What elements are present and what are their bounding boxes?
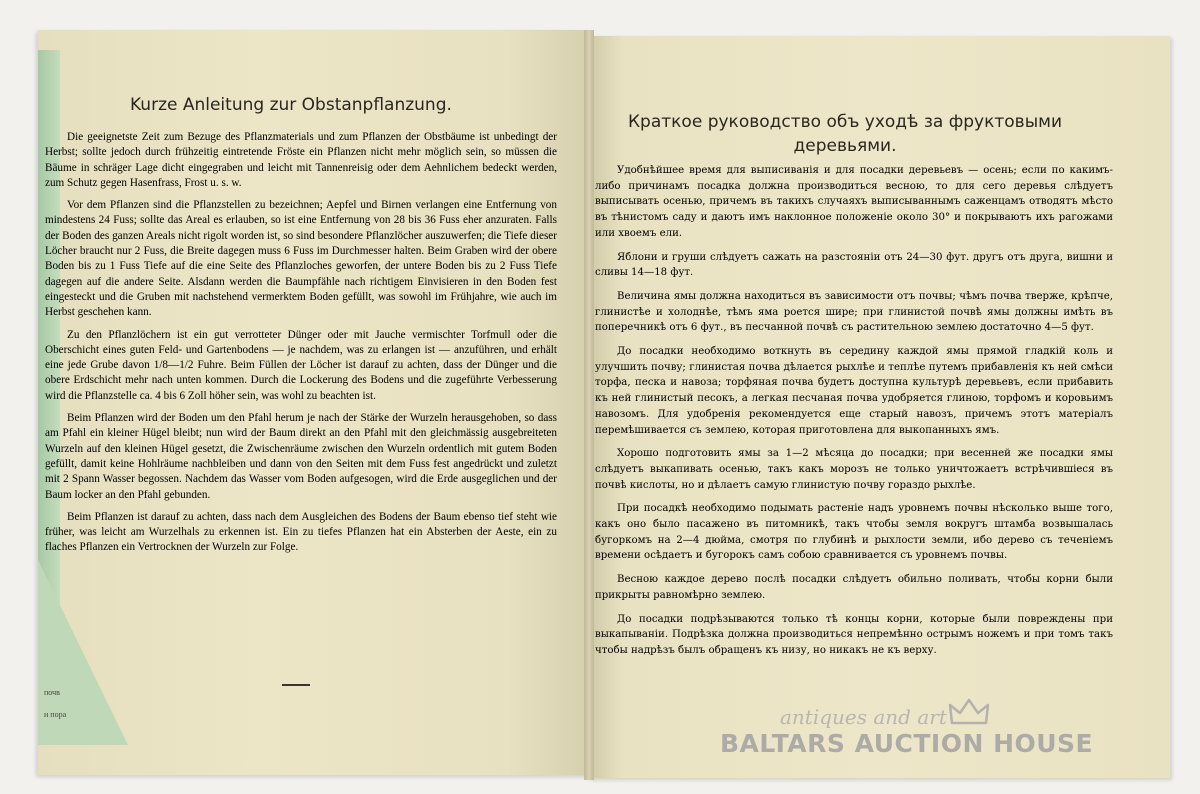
russian-paragraph: Хорошо подготовить ямы за 1—2 мѣсяца до посадки; при весенней же посадки ямы слѣдуетъ выкапивать осенью, такъ какъ морозъ не только уничтожаетъ встрѣчившіеся въ почвѣ кислоты, но и дѣлаетъ самую глинистую почву гораздо рыхлѣе. — [595, 448, 1113, 491]
watermark-tagline: antiques and art — [780, 705, 947, 729]
russian-paragraph: Удобнѣйшее время для выписиванія и для посадки деревьевъ — осень; если по какимъ-либо причинамъ посадка должна производиться весною, то для сего деревья слѣдуетъ выписывать осенью, причемъ въ такихъ случаяхъ выписываннымъ саженцамъ отводятъ мѣсто въ тѣнистомъ саду и даютъ имъ наклонное положеніе около 30° и покрываютъ ихъ рагожами или хвоемъ ели. — [595, 165, 1113, 239]
german-title: Kurze Anleitung zur Obstanpflanzung. — [130, 95, 452, 115]
german-paragraph: Beim Pflanzen ist darauf zu achten, dass nach dem Ausgleichen des Bodens der Baum ebenso tief steht wie früher, was leicht am Wurzelhals zu erkennen ist. Ein zu tiefes Pflanzen hat ein Absterben der Aeste, ein zu flaches Pflanzen ein Vertrocknen der Wurzeln zur Folge. — [45, 510, 557, 554]
crown-icon — [948, 697, 990, 729]
russian-paragraph: До посадки подрѣзываются только тѣ концы корни, которые были повреждены при выкапываніи. Подрѣзка должна производиться непремѣнно острымъ ножемъ и при томъ такъ чтобы надрѣзъ былъ обращенъ къ низу, но никакъ не къ верху. — [595, 613, 1113, 656]
russian-paragraph: При посадкѣ необходимо подымать растеніе надъ уровнемъ почвы нѣсколько выше того, какъ оно было пасажено въ питомникѣ, такъ чтобы земля вокругъ штамба возвышалась бугоркомъ на 2—4 дюйма, смотря по глубинѣ и рыхлости земли, ибо дерево съ теченіемъ времени осѣдаетъ и бугорокъ самъ собою сравнивается съ уровнемъ почвы. — [595, 503, 1113, 562]
russian-paragraph: Весною каждое дерево послѣ посадки слѣдуетъ обильно поливать, чтобы корни были прикрыты равномѣрно землею. — [595, 574, 1113, 601]
russian-paragraph: Величина ямы должна находиться въ зависимости отъ почвы; чѣмъ почва тверже, крѣпче, глинистѣе и холоднѣе, тѣмъ яма роется шире; при глинистой почвѣ ямы должны имѣть въ поперечникѣ отъ 6 фут., въ песчанной почвѣ съ растительною землею достаточно 4—5 фут. — [595, 290, 1113, 334]
german-paragraph: Die geeignetste Zeit zum Bezuge des Pflanzmaterials und zum Pflanzen der Obstbäume ist unbedingt der Herbst; sollte jedoch durch frühzeitig eintretende Fröste ein Pflanzen nicht mehr möglich sein, so müssen die Bäume in schräger Lage dicht eingegraben und leicht mit Tannenreisig oder dem Aehnlichem bedeckt werden, zum Schutz gegen Hasenfrass, Frost u. s. w. — [45, 131, 557, 189]
german-paragraph: Vor dem Pflanzen sind die Pflanzstellen zu bezeichnen; Aepfel und Birnen verlangen eine Entfernung von mindestens 24 Fuss; sollte das Areal es erlauben, so ist eine Entfernung von 28 bis 36 Fuss eher anzuraten. Falls der Boden des ganzen Areals nicht rigolt worden ist, so sind besondere Pflanzlöcher auszuwerfen; die Tiefe dieser Löcher braucht nur 2 Fuss, die Breite dagegen muss 6 Fuss im Durchmesser halten. Beim Graben wird der obere Boden bis zu 1 Fuss Tiefe auf die eine Seite des Pflanzloches geworfen, der untere Boden bis zu 2 Fuss Tiefe dagegen auf die andere Seite. Alsdann werden die Baumpfähle nach richtigem Einvisieren in den Boden fest eingesteckt und die Gruben mit nachstehend vermerktem Boden gefüllt, was sowohl im Frühjahre, wie auch im Herbst geschehen kann. — [45, 199, 557, 319]
watermark-brand: BALTARS AUCTION HOUSE — [720, 729, 1094, 758]
russian-paragraph: Яблони и груши слѣдуетъ сажать на разстояніи отъ 24—30 фут. другъ отъ друга, вишни и сливы 14—18 фут. — [595, 251, 1113, 279]
russian-body — [595, 163, 1113, 667]
german-body — [45, 130, 557, 563]
german-paragraph: Zu den Pflanzlöchern ist ein gut verrotteter Dünger oder mit Jauche vermischter Torfmull oder die Oberschicht eines guten Feld- und Gartenbodens — je nachdem, was zu erlangen ist — anzuführen, und erhält eine jede Grube davon 1/8—1/2 Fuhre. Beim Füllen der Löcher ist darauf zu achten, dass der Dünger und die obere Erdschicht mehr nach unten kommen. Durch die Lockerung des Bodens und die zugeführte Verbesserung wird die Pflanzstelle ca. 4 bis 6 Zoll höher sein, was wohl zu beachten ist. — [45, 328, 557, 402]
page-gutter — [584, 30, 594, 780]
russian-title: Краткое руководство объ уходѣ за фруктовыми деревьями. — [627, 112, 1062, 156]
edge-fragment: почв — [44, 688, 60, 697]
edge-fragment: и пора — [44, 710, 67, 719]
end-rule — [282, 684, 310, 686]
german-paragraph: Beim Pflanzen wird der Boden um den Pfahl herum je nach der Stärke der Wurzeln herausgehoben, so dass am Pfahl ein kleiner Hügel bleibt; nun wird der Baum direkt an den Pfahl mit den gleichmässig ausgebreiteten Wurzeln auf den kleinen Hügel gesetzt, die Zwischenräume zwischen den Wurzeln ordentlich mit gutem Boden gefüllt, damit keine Hohlräume nachbleiben und dann von den Seiten mit dem Fuss fest angedrückt und zuletzt mit 2 Spann Wasser begossen. Nachdem das Wasser vom Boden aufgesogen, wird die Erde ausgeglichen und der Baum locker an den Pfahl gebunden. — [45, 412, 557, 501]
russian-paragraph: До посадки необходимо воткнуть въ середину каждой ямы прямой гладкій коль и улучшить почву; глинистая почва дѣлается рыхлѣе и теплѣе путемъ прибавленія къ ней смѣси торфа, песка и навоза; торфяная почва будетъ доступна культурѣ деревьевъ, если прибавить къ ней глинистый песокъ, а легкая песчаная почва удобряется глиною, торфомъ и коровьимъ навозомъ. Для удобренія рекомендуется еще старый навозъ, причемъ этотъ матеріалъ перемѣшивается съ землею, которая приготовлена для выкопанныхъ ямъ. — [595, 346, 1113, 436]
